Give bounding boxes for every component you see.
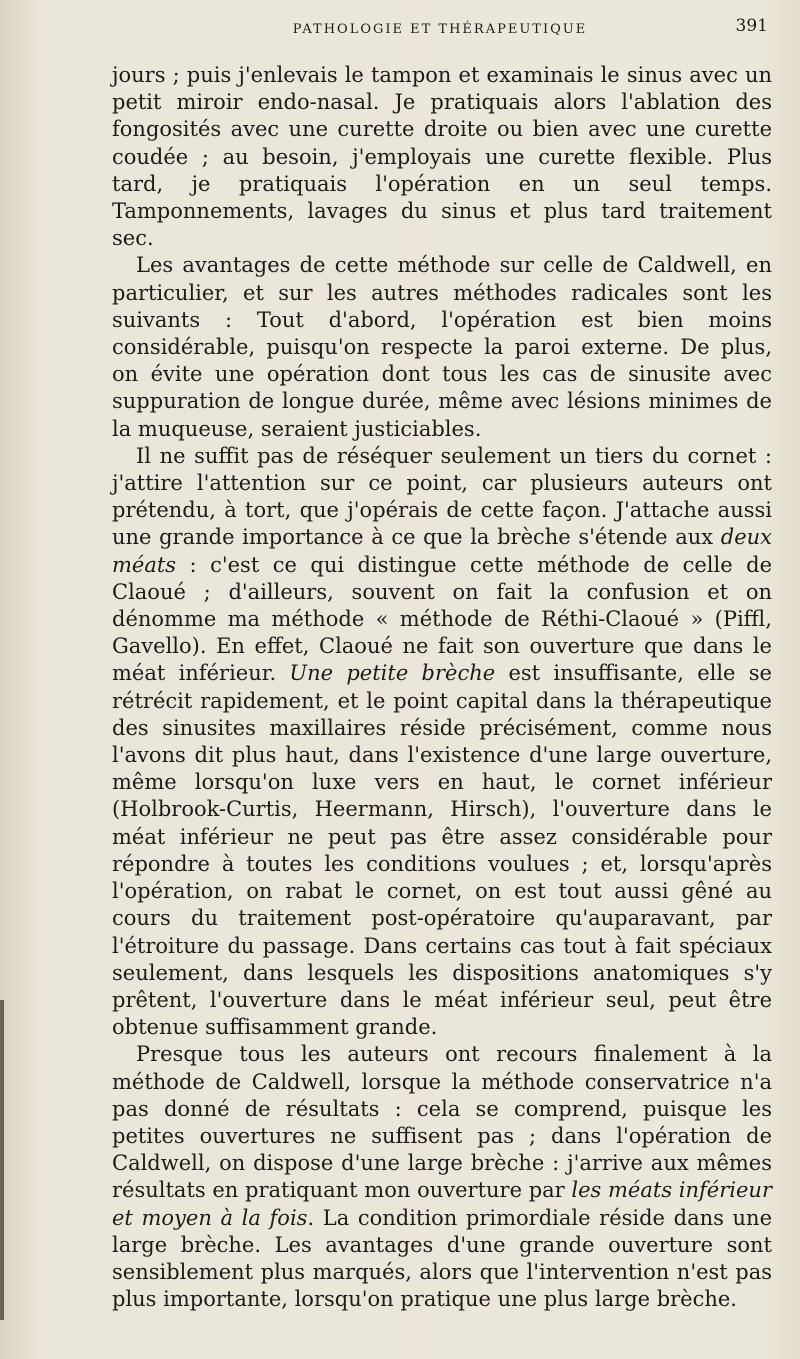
text-segment: est insuffisante, elle se rétrécit rapidement, et le point capital dans la thérapeutique des sinusites maxillaires réside précisément, comme nous l'avons dit plus haut, dans l'existence d'une large ouverture, même lorsqu'on luxe vers en haut, le cornet inférieur (Holbrook-Curtis, Heermann, Hirsch), l'ouverture dans le méat inférieur ne peut pas être assez considérable pour répondre à toutes les conditions voulues ; et, lorsqu'après l'opération, on rabat le cornet, on est tout aussi gêné au cours du traitement post-opératoire qu'auparavant, par l'étroiture du passage. Dans certains cas tout à fait spéciaux seulement, dans lesquels les dispositions anatomiques s'y prêtent, l'ouverture dans le méat inférieur seul, peut être obtenue suffisamment grande. <box>112 661 772 1040</box>
running-header: PATHOLOGIE ET THÉRAPEUTIQUE <box>292 22 588 37</box>
page-number: 391 <box>735 16 768 36</box>
text-segment: Les avantages de cette méthode sur celle de Caldwell, en particulier, et sur les autres méthodes radicales sont les suivants : Tout d'abord, l'opération est bien moins considérable, puisqu'on respecte la paroi externe. De plus, on évite une opération dont tous les cas de sinusite avec suppuration de longue durée, même avec lésions minimes de la muqueuse, seraient justiciables. <box>112 253 772 441</box>
text-segment: Presque tous les auteurs ont recours finalement à la méthode de Caldwell, lorsque la méthode conservatrice n'a pas donné de résultats : cela se comprend, puisque les petites ouvertures ne suffisent pas ; dans l'opération de Caldwell, on dispose d'une large brèche : j'arrive aux mêmes résultats en pratiquant mon ouverture par <box>112 1042 772 1203</box>
paragraph-1 <box>112 62 772 252</box>
paragraph-3 <box>112 443 772 1041</box>
italic-phrase: les méats inférieur et moyen à la fois <box>112 1178 772 1230</box>
paragraph-4 <box>112 1041 772 1313</box>
body-text <box>112 62 772 1313</box>
text-segment: jours ; puis j'enlevais le tampon et examinais le sinus avec un petit miroir endo-nasal. Je pratiquais alors l'ablation des fongosités avec une curette droite ou bien avec une curette coudée ; au besoin, j'employais une curette flexible. Plus tard, je pratiquais l'opération en un seul temps. Tamponnements, lavages du sinus et plus tard traitement sec. <box>112 63 772 251</box>
text-segment: . La condition primordiale réside dans une large brèche. Les avantages d'une grande ouverture sont sensiblement plus marqués, alors que l'intervention n'est pas plus importante, lorsqu'on pratique une plus large brèche. <box>112 1205 773 1312</box>
text-segment: Il ne suffit pas de réséquer seulement un tiers du cornet : j'attire l'attention sur ce point, car plusieurs auteurs ont prétendu, à tort, que j'opérais de cette façon. J'attache aussi une grande importance à ce que la brèche s'étende aux <box>112 443 772 550</box>
paragraph-2 <box>112 252 772 442</box>
binding-edge-mark <box>0 1000 4 1320</box>
italic-phrase: deux méats <box>112 525 772 577</box>
text-segment: : c'est ce qui distingue cette méthode de celle de Claoué ; d'ailleurs, souvent on fait la confusion et on dénomme ma méthode « méthode de Réthi-Claoué » (Piffl, Gavello). En effet, Claoué ne fait son ouverture que dans le méat inférieur. <box>112 552 772 686</box>
italic-phrase: Une petite brèche <box>289 661 496 686</box>
